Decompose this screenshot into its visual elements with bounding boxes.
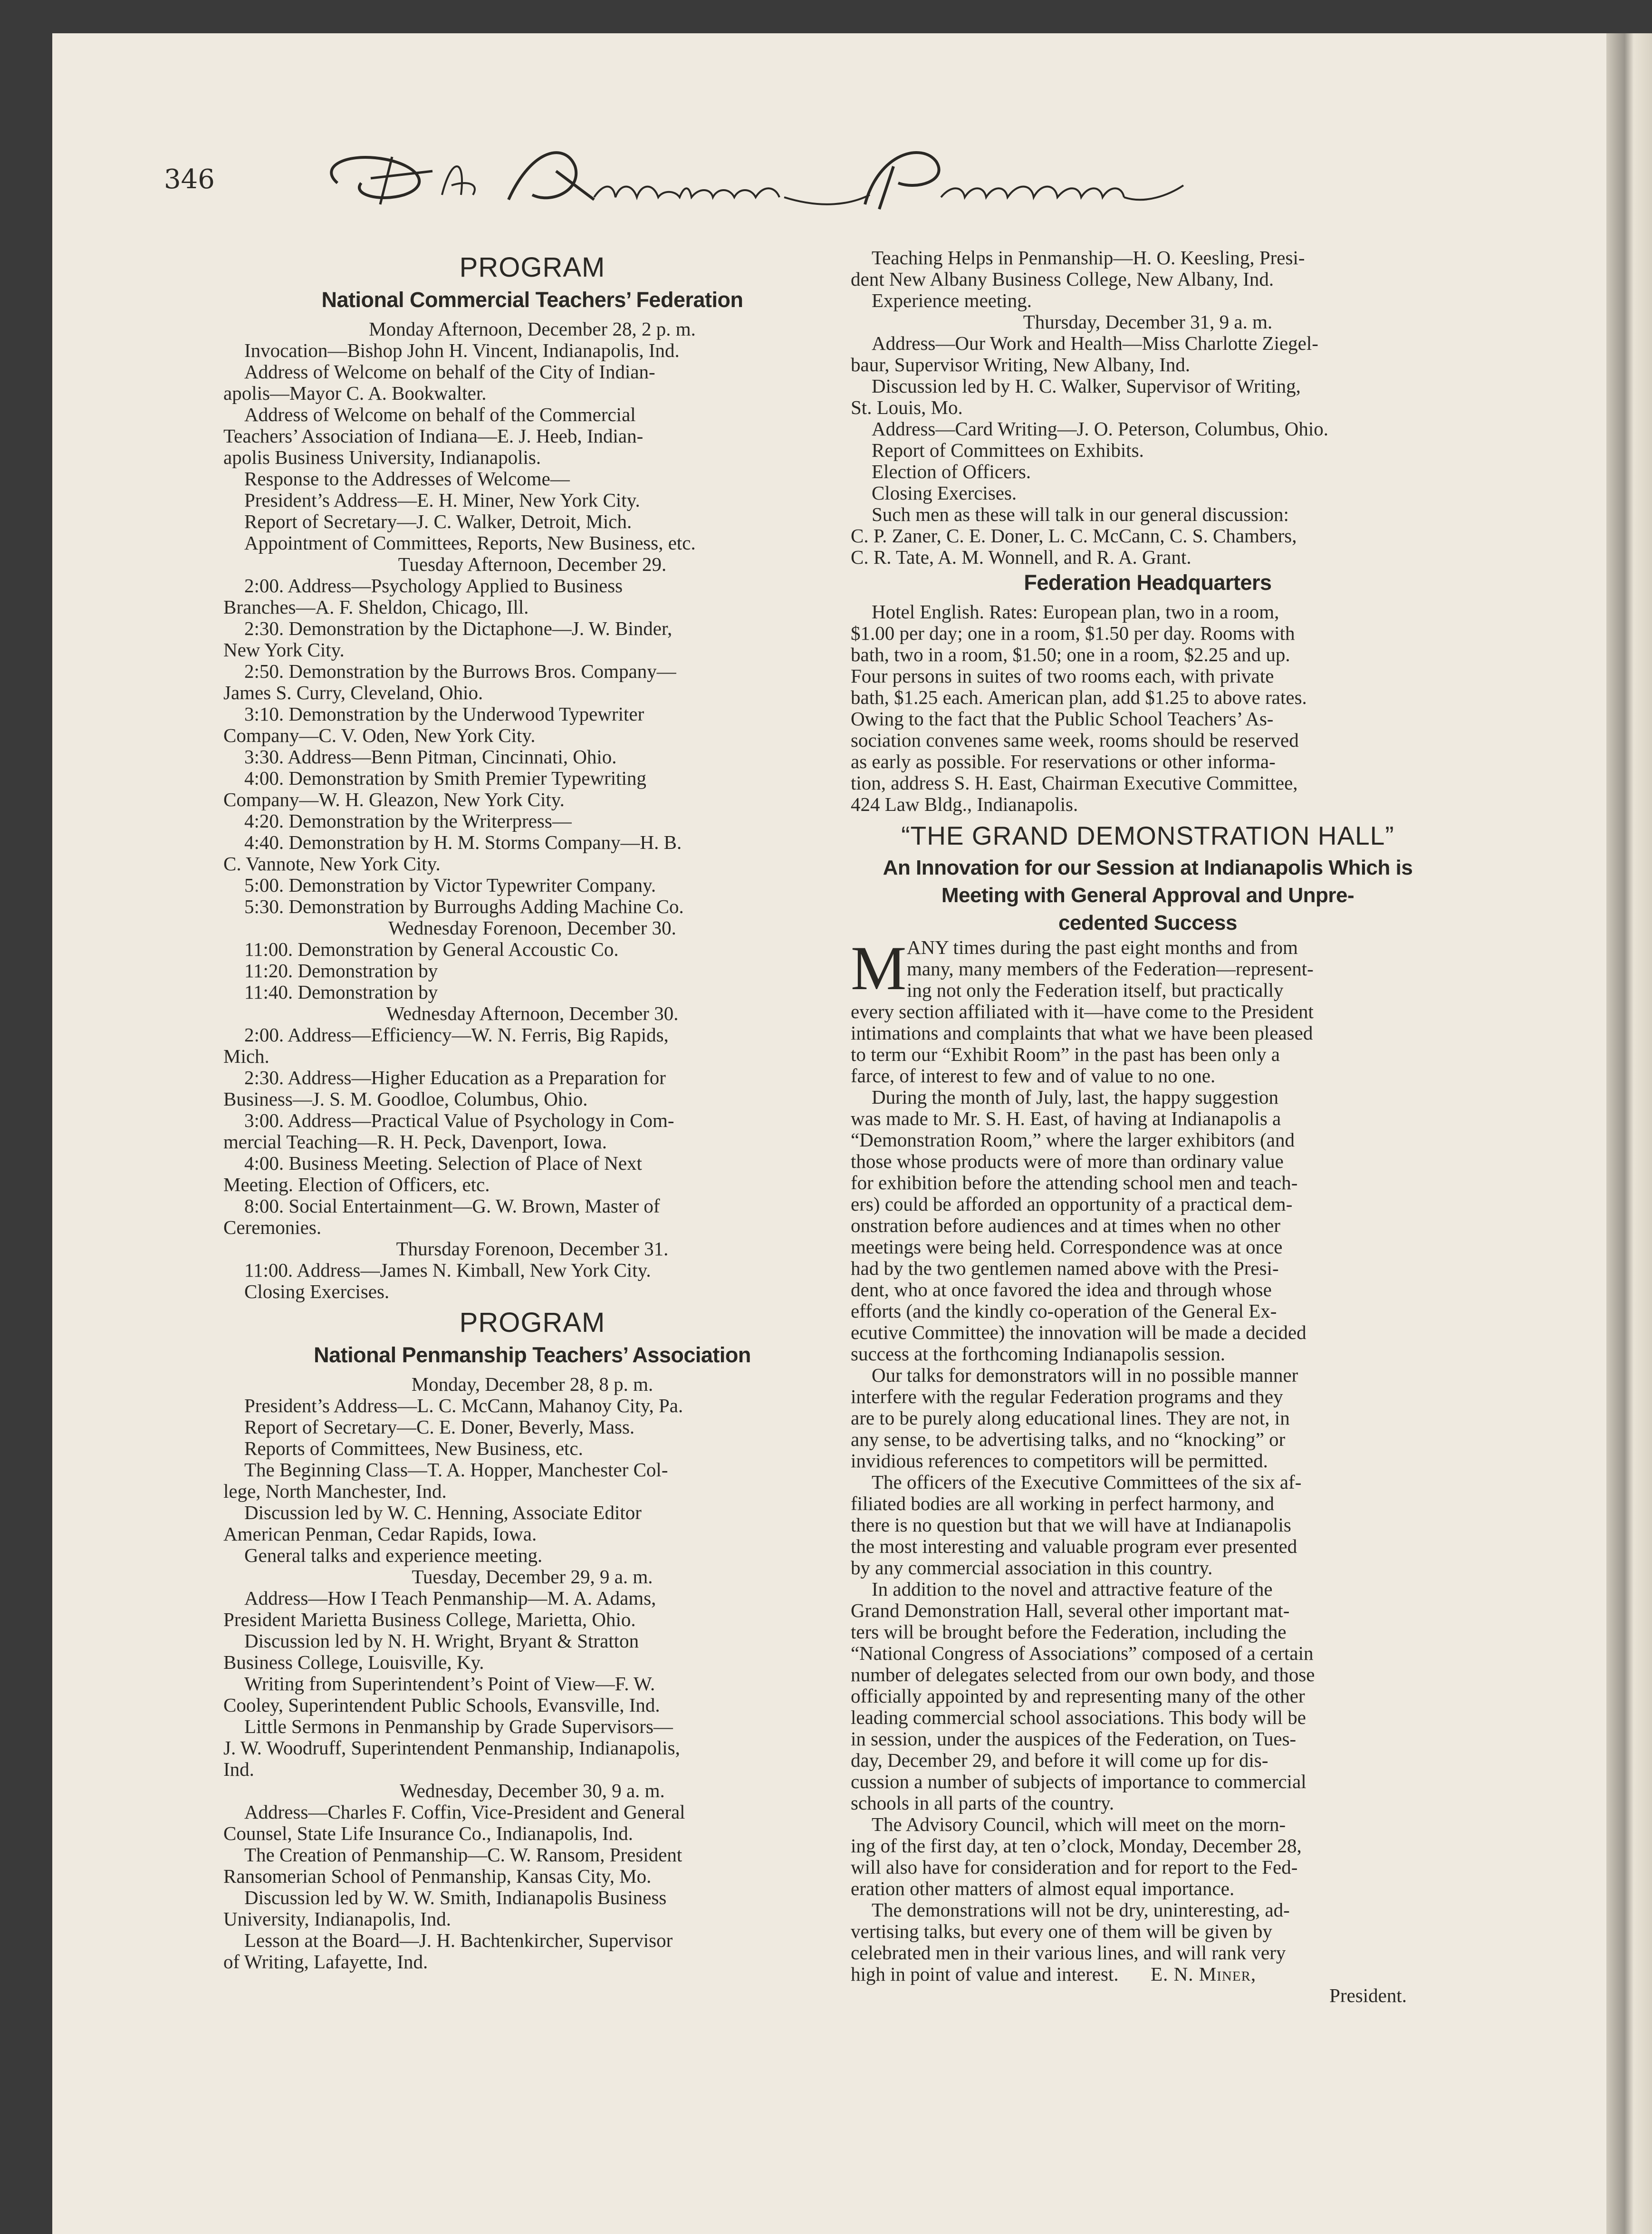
text-line: 2:30. Demonstration by the Dictaphone—J. W. Binder,	[244, 618, 672, 639]
session-date: Wednesday Forenoon, December 30.	[388, 917, 676, 939]
text-line: Lesson at the Board—J. H. Bachtenkircher, Supervisor	[244, 1930, 673, 1951]
text-line: interfere with the regular Federation programs and they	[851, 1386, 1283, 1407]
text-line: 3:10. Demonstration by the Underwood Typewriter	[244, 703, 644, 725]
text-line: 4:00. Demonstration by Smith Premier Typewriting	[244, 768, 646, 789]
text-line: Company—C. V. Oden, New York City.	[223, 725, 536, 746]
text-line: Discussion led by W. W. Smith, Indianapolis Business	[244, 1887, 667, 1908]
text-line: tion, address S. H. East, Chairman Executive Committee,	[851, 772, 1298, 794]
text-line: During the month of July, last, the happy suggestion	[872, 1087, 1278, 1108]
text-line: Report of Secretary—J. C. Walker, Detroit, Mich.	[244, 511, 632, 532]
text-line: efforts (and the kindly co-operation of the General Ex-	[851, 1300, 1277, 1322]
article-subtitle: Meeting with General Approval and Unpre-	[941, 884, 1354, 907]
text-line: Grand Demonstration Hall, several other important mat-	[851, 1600, 1290, 1621]
text-line: by any commercial association in this country.	[851, 1557, 1213, 1579]
text-line: President’s Address—E. H. Miner, New York City.	[244, 490, 640, 511]
masthead-script-logo	[309, 138, 1212, 219]
text-line: Address of Welcome on behalf of the Commercial	[244, 404, 636, 425]
text-line: sociation convenes same week, rooms should be reserved	[851, 730, 1299, 751]
text-line: Teachers’ Association of Indiana—E. J. Heeb, Indian-	[223, 425, 644, 447]
text-line: Address—Charles F. Coffin, Vice-President and General	[244, 1801, 685, 1823]
text-line: In addition to the novel and attractive feature of the	[872, 1579, 1273, 1600]
text-line: New York City.	[223, 639, 345, 661]
session-date: Monday, December 28, 8 p. m.	[411, 1374, 653, 1395]
text-line: Discussion led by W. C. Henning, Associate Editor	[244, 1502, 642, 1523]
text-line: Branches—A. F. Sheldon, Chicago, Ill.	[223, 597, 529, 618]
text-line: bath, two in a room, $1.50; one in a room, $2.25 and up.	[851, 644, 1290, 665]
text-line: to term our “Exhibit Room” in the past has been only a	[851, 1044, 1280, 1065]
text-line: Ceremonies.	[223, 1217, 322, 1238]
text-line: 3:30. Address—Benn Pitman, Cincinnati, Ohio.	[244, 746, 617, 768]
text-line: 11:00. Address—James N. Kimball, New York City.	[244, 1260, 651, 1281]
section-heading: National Penmanship Teachers’ Association	[314, 1343, 751, 1367]
text-line: mercial Teaching—R. H. Peck, Davenport, Iowa.	[223, 1131, 607, 1153]
text-line: Cooley, Superintendent Public Schools, Evansville, Ind.	[223, 1695, 660, 1716]
text-line: of Writing, Lafayette, Ind.	[223, 1951, 428, 1973]
text-line: 424 Law Bldg., Indianapolis.	[851, 794, 1078, 815]
text-line: success at the forthcoming Indianapolis session.	[851, 1343, 1225, 1365]
drop-cap-paragraph	[851, 933, 1445, 1003]
masthead-logo	[309, 138, 1212, 219]
text-line: Invocation—Bishop John H. Vincent, Indianapolis, Ind.	[244, 340, 680, 361]
text-line: 2:30. Address—Higher Education as a Preparation for	[244, 1067, 666, 1088]
text-line: ecutive Committee) the innovation will be made a decided	[851, 1322, 1306, 1343]
text-line: Writing from Superintendent’s Point of View—F. W.	[244, 1673, 655, 1695]
text-line: Experience meeting.	[872, 290, 1032, 311]
text-line: cussion a number of subjects of importance to commercial	[851, 1771, 1306, 1792]
session-date: Thursday Forenoon, December 31.	[396, 1238, 669, 1260]
text-line: as early as possible. For reservations or other informa-	[851, 751, 1276, 772]
left-column	[223, 247, 841, 1973]
text-line: Our talks for demonstrators will in no possible manner	[872, 1365, 1298, 1386]
page-number: 346	[164, 164, 215, 195]
text-line: Hotel English. Rates: European plan, two in a room,	[872, 601, 1279, 623]
session-date: Monday Afternoon, December 28, 2 p. m.	[369, 318, 696, 340]
text-line: President’s Address—L. C. McCann, Mahanoy City, Pa.	[244, 1395, 683, 1416]
article-subtitle: cedented Success	[1058, 911, 1237, 934]
text-line: Closing Exercises.	[872, 482, 1017, 504]
text-line: 11:00. Demonstration by General Accoustic Co.	[244, 939, 619, 960]
text-line: baur, Supervisor Writing, New Albany, Ind.	[851, 354, 1191, 376]
text-line: the most interesting and valuable program ever presented	[851, 1536, 1297, 1557]
text-line: Address—Our Work and Health—Miss Charlotte Ziegel-	[872, 333, 1318, 354]
text-line: Closing Exercises.	[244, 1281, 390, 1302]
text-line: 3:00. Address—Practical Value of Psychology in Com-	[244, 1110, 674, 1131]
text-line: $1.00 per day; one in a room, $1.50 per day. Rooms with	[851, 623, 1295, 644]
text-line: ANY times during the past eight months and from	[907, 937, 1298, 958]
text-line: Counsel, State Life Insurance Co., Indianapolis, Ind.	[223, 1823, 633, 1844]
text-line	[851, 1964, 1445, 1985]
text-line: 8:00. Social Entertainment—G. W. Brown, Master of	[244, 1195, 660, 1217]
text-line: The officers of the Executive Committees of the six af-	[872, 1472, 1302, 1493]
text-line: Address—Card Writing—J. O. Peterson, Columbus, Ohio.	[872, 418, 1329, 440]
text-line: Discussion led by N. H. Wright, Bryant & Stratton	[244, 1630, 639, 1652]
session-date: Tuesday Afternoon, December 29.	[398, 554, 667, 575]
text-line: C. P. Zaner, C. E. Doner, L. C. McCann, C. S. Chambers,	[851, 525, 1297, 547]
text-line: Report of Secretary—C. E. Doner, Beverly, Mass.	[244, 1416, 635, 1438]
text-line: every section affiliated with it—have come to the President	[851, 1001, 1314, 1022]
text-line: The Creation of Penmanship—C. W. Ransom, President	[244, 1844, 682, 1866]
text-line: Business College, Louisville, Ky.	[223, 1652, 484, 1673]
text-line: dent New Albany Business College, New Albany, Ind.	[851, 269, 1274, 290]
text-line: Ind.	[223, 1759, 254, 1780]
text-line: Owing to the fact that the Public School Teachers’ As-	[851, 708, 1274, 730]
text-line: Reports of Committees, New Business, etc.	[244, 1438, 583, 1459]
text-line: invidious references to competitors will be permitted.	[851, 1450, 1268, 1472]
text-line: apolis—Mayor C. A. Bookwalter.	[223, 383, 487, 404]
article-subtitle: An Innovation for our Session at Indianapolis Which is	[883, 856, 1413, 879]
text-line: was made to Mr. S. H. East, of having at Indianapolis a	[851, 1108, 1281, 1129]
text-line: celebrated men in their various lines, and will rank very	[851, 1942, 1286, 1964]
text-line: are to be purely along educational lines. They are not, in	[851, 1407, 1290, 1429]
text-line: C. R. Tate, A. M. Wonnell, and R. A. Grant.	[851, 547, 1191, 568]
session-date: Thursday, December 31, 9 a. m.	[1023, 311, 1273, 333]
text-line: ing not only the Federation itself, but practically	[907, 980, 1284, 1001]
text-line: filiated bodies are all working in perfect harmony, and	[851, 1493, 1275, 1514]
text-line: University, Indianapolis, Ind.	[223, 1908, 451, 1930]
text-line: Address—How I Teach Penmanship—M. A. Adams,	[244, 1588, 656, 1609]
text-line: any sense, to be advertising talks, and no “knocking” or	[851, 1429, 1286, 1450]
text-line: Business—J. S. M. Goodloe, Columbus, Ohio.	[223, 1088, 588, 1110]
text-line: 5:00. Demonstration by Victor Typewriter Company.	[244, 875, 656, 896]
text-line: ers) could be afforded an opportunity of a practical dem-	[851, 1194, 1293, 1215]
text-line: General talks and experience meeting.	[244, 1545, 543, 1566]
text-line: Ransomerian School of Penmanship, Kansas City, Mo.	[223, 1866, 652, 1887]
session-date: Tuesday, December 29, 9 a. m.	[412, 1566, 653, 1588]
text-line: farce, of interest to few and of value to no one.	[851, 1065, 1216, 1087]
text-line: in session, under the auspices of the Federation, on Tues-	[851, 1728, 1297, 1750]
text-line: eration other matters of almost equal importance.	[851, 1878, 1235, 1899]
text-line: Report of Committees on Exhibits.	[872, 440, 1144, 461]
text-line: those whose products were of more than ordinary value	[851, 1151, 1284, 1172]
section-heading: National Commercial Teachers’ Federation	[321, 288, 743, 312]
text-line: schools in all parts of the country.	[851, 1792, 1114, 1814]
text-line: “Demonstration Room,” where the larger exhibitors (and	[851, 1129, 1295, 1151]
text-line: many, many members of the Federation—represent-	[907, 958, 1314, 980]
text-line: 2:00. Address—Efficiency—W. N. Ferris, Big Rapids,	[244, 1024, 669, 1046]
text-line: President Marietta Business College, Marietta, Ohio.	[223, 1609, 636, 1630]
text-line: will also have for consideration and for report to the Fed-	[851, 1857, 1298, 1878]
text-line: day, December 29, and before it will come up for dis-	[851, 1750, 1268, 1771]
text-line: leading commercial school associations. This body will be	[851, 1707, 1306, 1728]
signature-title: President.	[1329, 1985, 1407, 2006]
text-line: vertising talks, but every one of them will be given by	[851, 1921, 1273, 1942]
text-line: 11:20. Demonstration by	[244, 960, 438, 982]
text-line: Little Sermons in Penmanship by Grade Supervisors—	[244, 1716, 673, 1737]
session-date: Wednesday Afternoon, December 30.	[386, 1003, 679, 1024]
text-line: Such men as these will talk in our general discussion:	[872, 504, 1289, 525]
text-line: number of delegates selected from our own body, and those	[851, 1664, 1315, 1685]
text-line: Meeting. Election of Officers, etc.	[223, 1174, 490, 1195]
text-line: 2:50. Demonstration by the Burrows Bros. Company—	[244, 661, 676, 682]
text-line: 4:00. Business Meeting. Selection of Place of Next	[244, 1153, 642, 1174]
text-line: The Beginning Class—T. A. Hopper, Manchester Col-	[244, 1459, 668, 1481]
text-line: Discussion led by H. C. Walker, Supervisor of Writing,	[872, 376, 1301, 397]
text-line: officially appointed by and representing many of the other	[851, 1685, 1305, 1707]
text-line: 4:40. Demonstration by H. M. Storms Company—H. B.	[244, 832, 682, 853]
right-column	[851, 247, 1445, 2006]
text-line: had by the two gentlemen named above with the Presi-	[851, 1258, 1279, 1279]
closing-text: high in point of value and interest.	[851, 1964, 1119, 1985]
article-title: “THE GRAND DEMONSTRATION HALL”	[901, 821, 1394, 850]
text-line: ters will be brought before the Federation, including the	[851, 1621, 1287, 1643]
text-line: ing of the first day, at ten o’clock, Monday, December 28,	[851, 1835, 1302, 1857]
text-line: Response to the Addresses of Welcome—	[244, 468, 570, 490]
text-line: St. Louis, Mo.	[851, 397, 963, 418]
text-line: “National Congress of Associations” composed of a certain	[851, 1643, 1314, 1664]
text-line: 11:40. Demonstration by	[244, 982, 438, 1003]
program-heading: PROGRAM	[459, 252, 605, 283]
drop-cap-letter: M	[851, 933, 907, 1003]
text-line: onstration before audiences and at times when no other	[851, 1215, 1280, 1236]
text-line: there is no question but that we will have at Indianapolis	[851, 1514, 1291, 1536]
text-line: Company—W. H. Gleazon, New York City.	[223, 789, 565, 810]
session-date: Wednesday, December 30, 9 a. m.	[400, 1780, 665, 1801]
text-line: intimations and complaints that what we have been pleased	[851, 1022, 1313, 1044]
text-line: The Advisory Council, which will meet on the morn-	[872, 1814, 1286, 1835]
section-heading: Federation Headquarters	[1024, 570, 1272, 595]
program-heading: PROGRAM	[459, 1307, 605, 1338]
text-line: dent, who at once favored the idea and through whose	[851, 1279, 1272, 1300]
signature-name: E. N. Miner,	[1118, 1964, 1257, 1985]
text-line: meetings were being held. Correspondence was at once	[851, 1236, 1283, 1258]
text-line: apolis Business University, Indianapolis.	[223, 447, 541, 468]
text-line: for exhibition before the attending school men and teach-	[851, 1172, 1298, 1194]
text-line: American Penman, Cedar Rapids, Iowa.	[223, 1523, 537, 1545]
text-line: Mich.	[223, 1046, 269, 1067]
text-line: The demonstrations will not be dry, uninteresting, ad-	[872, 1899, 1290, 1921]
text-line: James S. Curry, Cleveland, Ohio.	[223, 682, 483, 703]
page-edge	[1606, 33, 1652, 2234]
text-line: Appointment of Committees, Reports, New Business, etc.	[244, 532, 696, 554]
text-line: 2:00. Address—Psychology Applied to Business	[244, 575, 623, 597]
text-line: Teaching Helps in Penmanship—H. O. Keesling, Presi-	[872, 247, 1305, 269]
text-line: Four persons in suites of two rooms each, with private	[851, 665, 1274, 687]
text-line: C. Vannote, New York City.	[223, 853, 441, 875]
text-line: bath, $1.25 each. American plan, add $1.25 to above rates.	[851, 687, 1307, 708]
text-line: J. W. Woodruff, Superintendent Penmanship, Indianapolis,	[223, 1737, 680, 1759]
text-line: Address of Welcome on behalf of the City of Indian-	[244, 361, 655, 383]
text-line: Election of Officers.	[872, 461, 1031, 482]
text-line: lege, North Manchester, Ind.	[223, 1481, 447, 1502]
text-line: 4:20. Demonstration by the Writerpress—	[244, 810, 572, 832]
text-line: 5:30. Demonstration by Burroughs Adding Machine Co.	[244, 896, 684, 917]
